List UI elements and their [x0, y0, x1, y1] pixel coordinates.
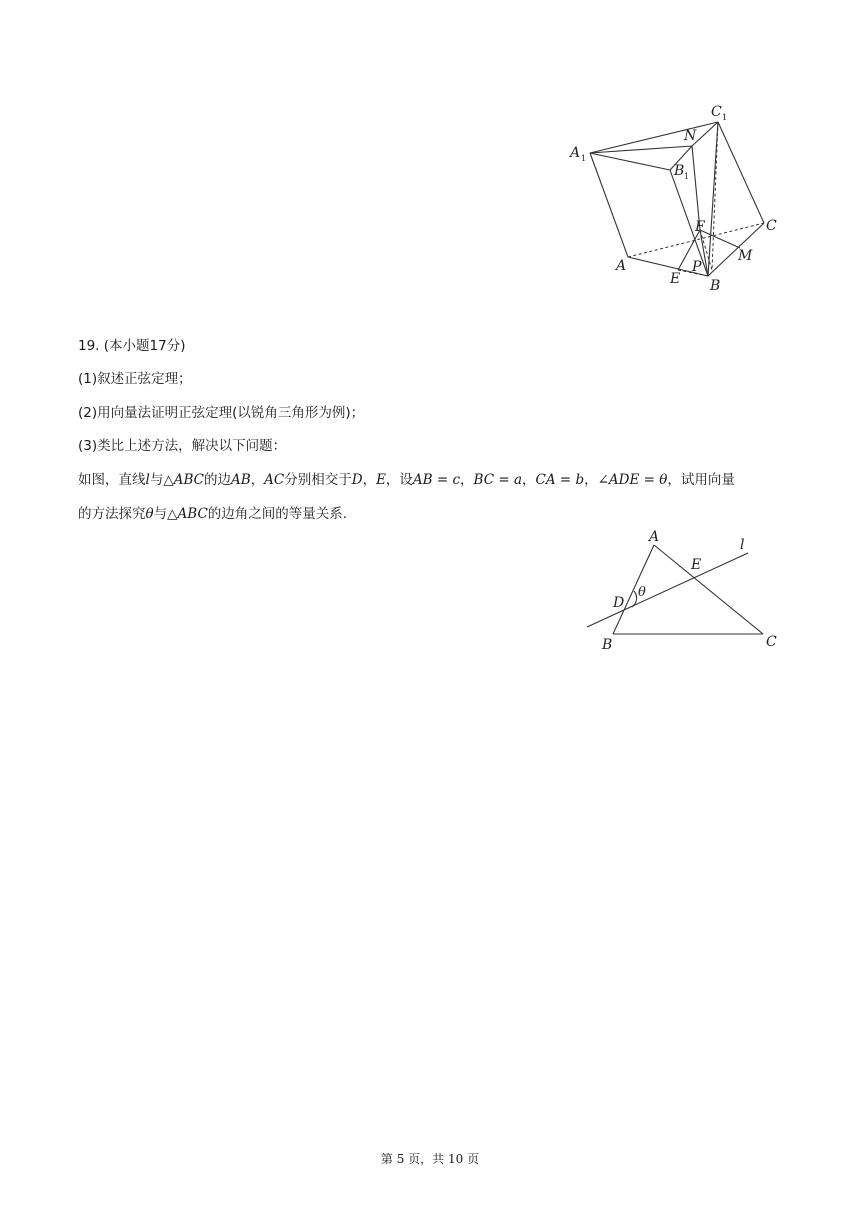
label-E: E	[670, 271, 681, 287]
label-A1-sub: 1	[581, 154, 587, 163]
problem-part-1: (1)叙述正弦定理；	[78, 371, 192, 387]
problem-heading: 19. (本小题17分)	[78, 338, 186, 354]
label-F: F	[695, 219, 705, 235]
label-A1: A	[570, 145, 581, 161]
problem-part-2: (2)用向量法证明正弦定理(以锐角三角形为例)；	[78, 405, 365, 421]
label-C: C	[766, 634, 777, 650]
problem-line-4: 如图，直线l与△ABC的边AB，AC分别相交于D，E，设AB = c，BC = a，CA = b，∠ADE = θ，试用向量	[78, 472, 735, 488]
label-C1: C	[711, 104, 722, 120]
label-B1-sub: 1	[684, 172, 690, 181]
label-B: B	[602, 637, 613, 653]
label-P: P	[692, 259, 702, 275]
page-footer: 第 5 页，共 10 页	[380, 1152, 480, 1166]
problem-part-3: (3)类比上述方法，解决以下问题：	[78, 438, 287, 454]
problem-line-5: 的方法探究θ与△ABC的边角之间的等量关系.	[78, 506, 348, 522]
prism-diagram	[560, 100, 790, 300]
prism-figure	[560, 100, 790, 300]
triangle-diagram	[580, 525, 790, 660]
label-A: A	[649, 529, 660, 545]
triangle-figure	[580, 525, 790, 660]
label-M: M	[738, 248, 753, 264]
label-D: D	[613, 595, 625, 611]
label-N: N	[684, 128, 697, 144]
label-C1-sub: 1	[722, 113, 728, 122]
label-A: A	[616, 258, 627, 274]
label-theta: θ	[638, 585, 646, 600]
label-B: B	[710, 278, 721, 294]
label-E: E	[691, 557, 702, 573]
label-B1: B	[674, 163, 685, 179]
label-C: C	[766, 218, 777, 234]
label-l: l	[740, 537, 745, 553]
